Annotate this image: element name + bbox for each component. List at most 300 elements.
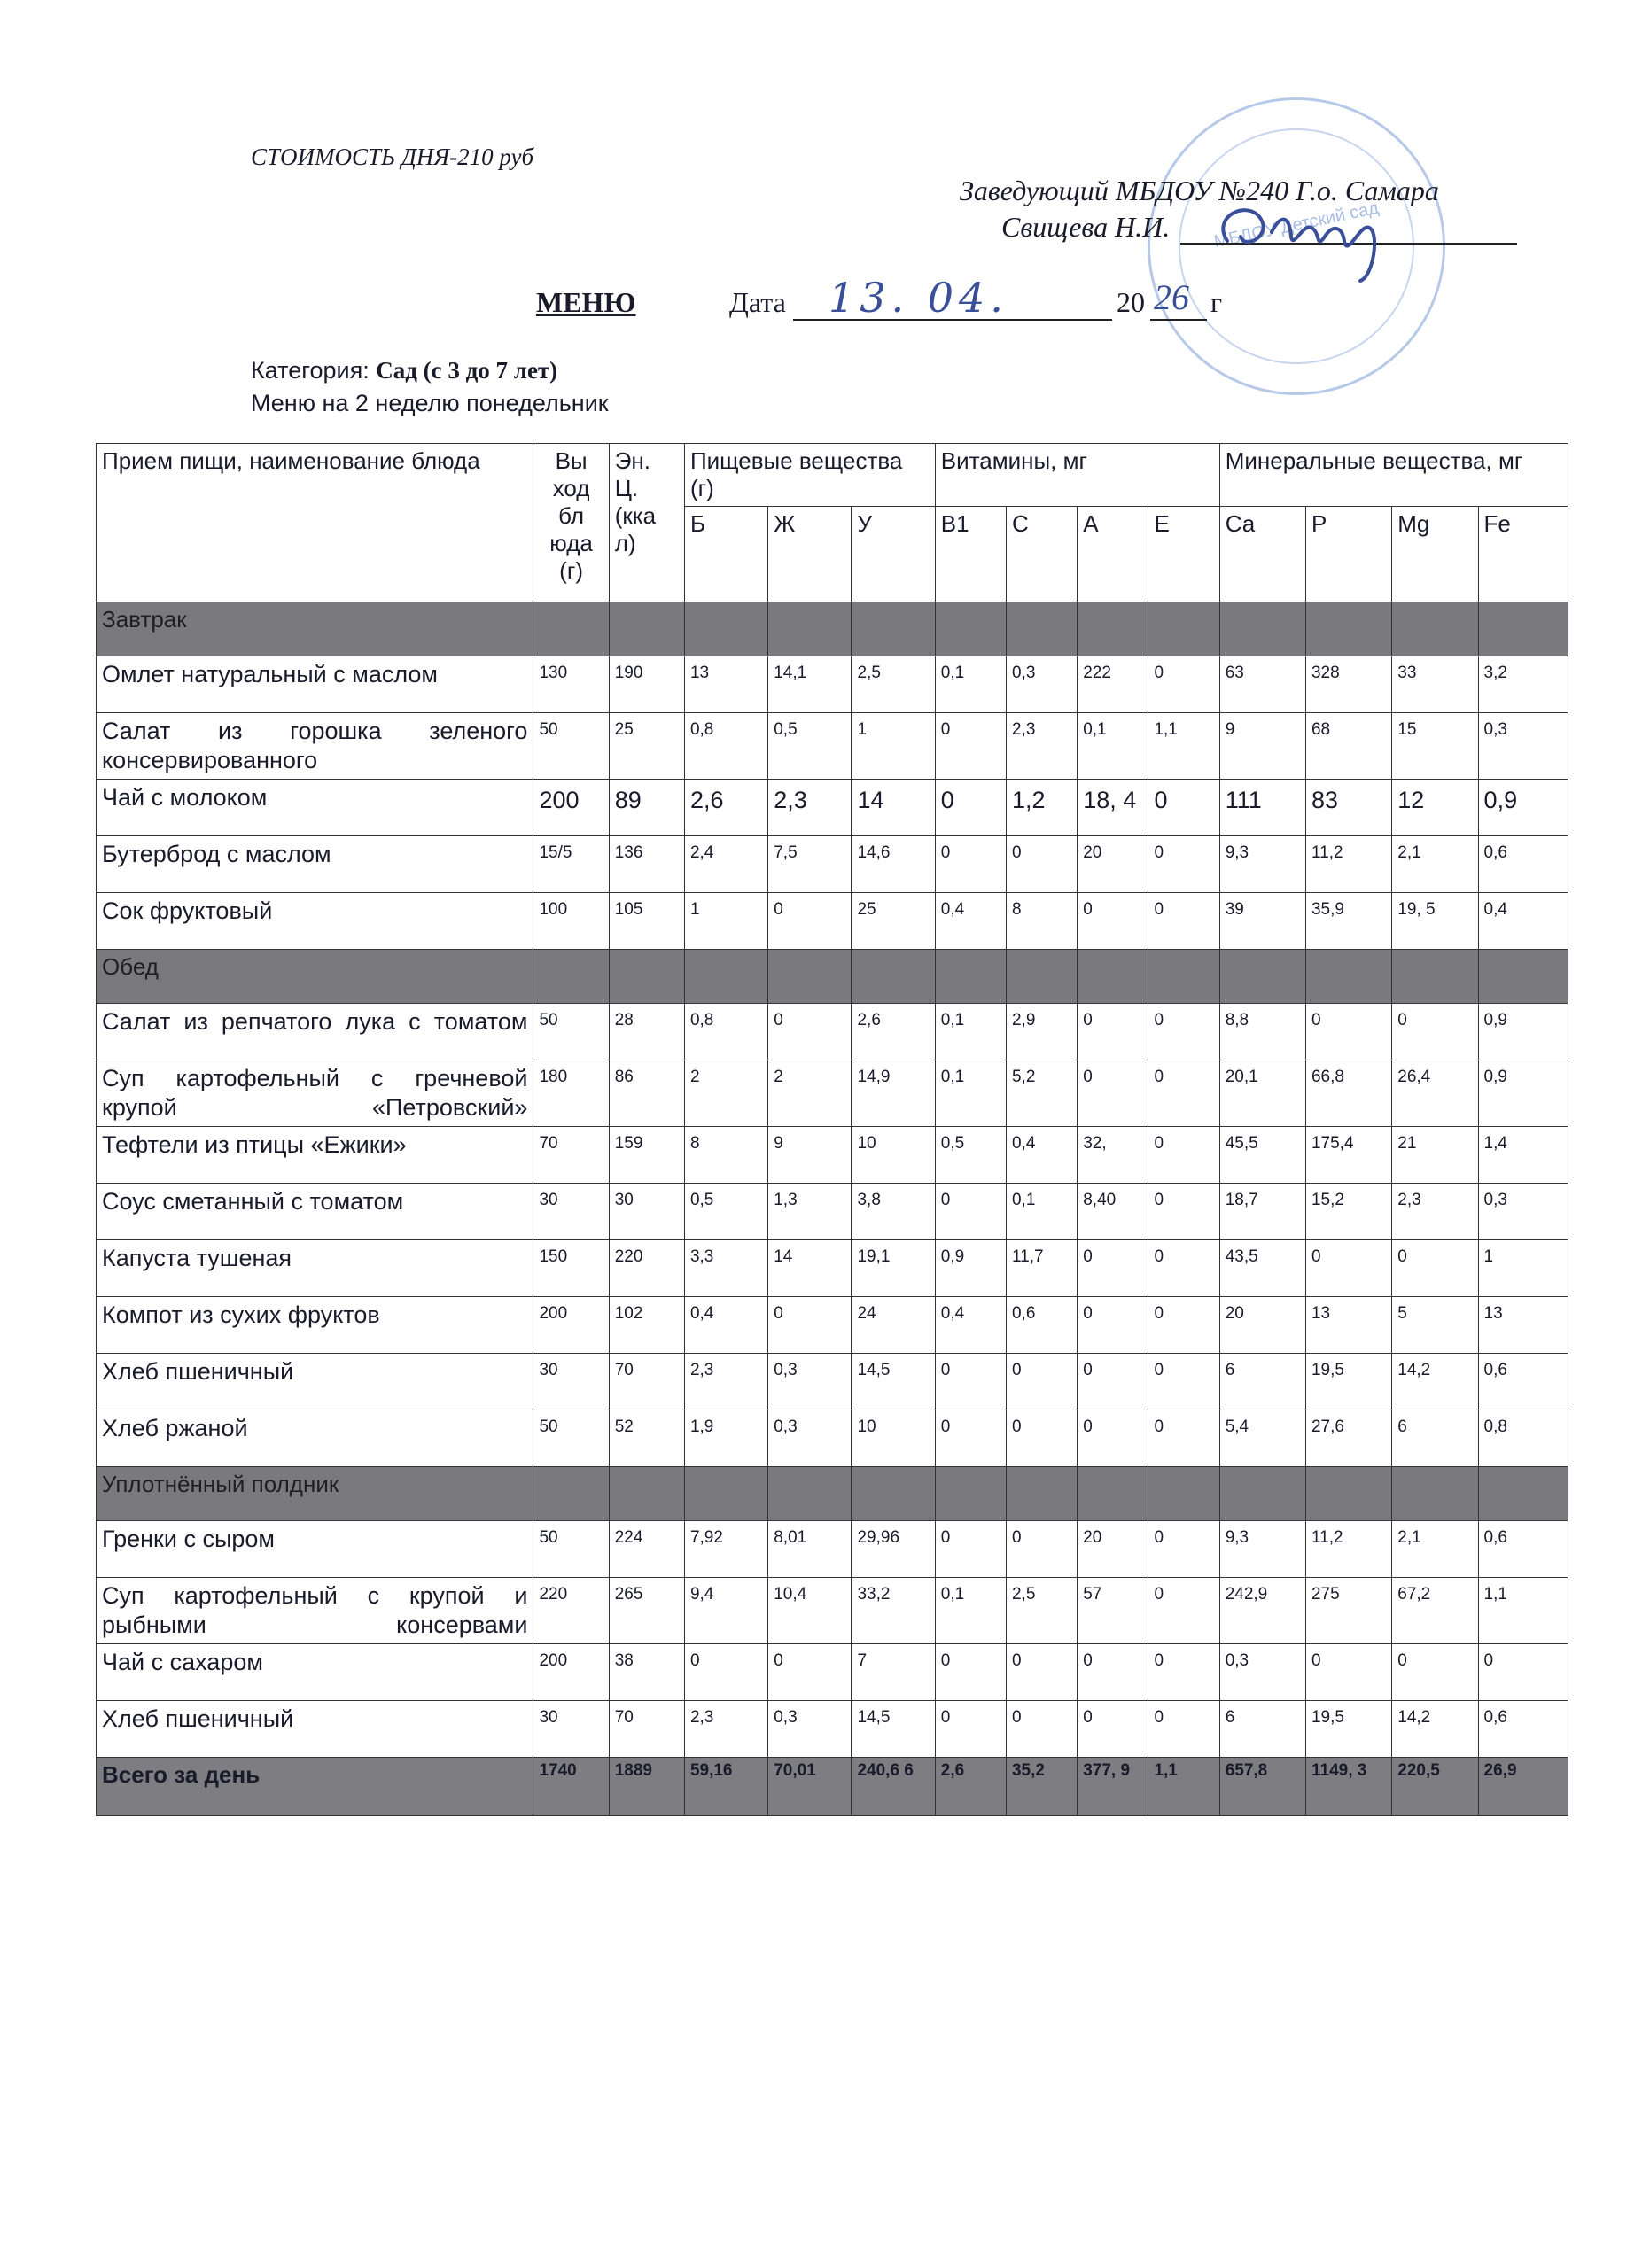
value-cell: 7 xyxy=(852,1644,935,1701)
value-cell: 0 xyxy=(935,1701,1006,1758)
category-label: Категория: xyxy=(251,357,370,384)
value-cell: 0 xyxy=(1148,1410,1219,1467)
value-cell: 0 xyxy=(1478,1644,1568,1701)
value-cell: 7,92 xyxy=(684,1521,767,1578)
section-row xyxy=(97,950,1568,1004)
value-cell: 0,4 xyxy=(935,893,1006,950)
dish-name: Суп картофельный с гречневой крупой «Петровский» xyxy=(97,1060,533,1127)
table-row xyxy=(97,1578,1568,1644)
value-cell: 8,8 xyxy=(1219,1004,1305,1060)
value-cell: 0 xyxy=(935,1644,1006,1701)
value-cell: 50 xyxy=(533,1521,609,1578)
value-cell: 0 xyxy=(1006,1410,1077,1467)
value-cell: 0,9 xyxy=(1478,1060,1568,1127)
signature xyxy=(1192,188,1405,285)
header-nutrients: Пищевые вещества (г) xyxy=(684,444,935,507)
value-cell: 0,1 xyxy=(935,1004,1006,1060)
value-cell: 3,2 xyxy=(1478,656,1568,713)
dish-name: Соус сметанный с томатом xyxy=(97,1184,533,1240)
table-row xyxy=(97,836,1568,893)
value-cell: 38 xyxy=(609,1644,684,1701)
value-cell: 0,6 xyxy=(1006,1297,1077,1354)
table-row xyxy=(97,1060,1568,1127)
value-cell: 1,1 xyxy=(1148,713,1219,780)
table-row xyxy=(97,1354,1568,1410)
value-cell: 0,3 xyxy=(768,1354,852,1410)
value-cell: 19,5 xyxy=(1305,1701,1391,1758)
value-cell: 19,5 xyxy=(1305,1354,1391,1410)
value-cell: 14 xyxy=(852,780,935,836)
value-cell: 190 xyxy=(609,656,684,713)
value-cell: 0 xyxy=(1078,1701,1148,1758)
value-cell: 9,3 xyxy=(1219,836,1305,893)
value-cell: 105 xyxy=(609,893,684,950)
value-cell: 0 xyxy=(768,893,852,950)
value-cell: 13 xyxy=(684,656,767,713)
value-cell: 24 xyxy=(852,1297,935,1354)
value-cell: 0,5 xyxy=(684,1184,767,1240)
value-cell: 0 xyxy=(1078,1354,1148,1410)
value-cell: 2,1 xyxy=(1392,1521,1478,1578)
value-cell: 2,1 xyxy=(1392,836,1478,893)
value-cell: 0 xyxy=(935,713,1006,780)
value-cell: 130 xyxy=(533,656,609,713)
value-cell: 265 xyxy=(609,1578,684,1644)
section-row xyxy=(97,602,1568,656)
value-cell: 14 xyxy=(768,1240,852,1297)
value-cell: 0 xyxy=(935,1354,1006,1410)
value-cell: 66,8 xyxy=(1305,1060,1391,1127)
value-cell: 0 xyxy=(1078,893,1148,950)
value-cell: 14,9 xyxy=(852,1060,935,1127)
official-stamp: МБДОУ Детский сад xyxy=(1148,97,1445,395)
value-cell: 328 xyxy=(1305,656,1391,713)
value-cell: 0 xyxy=(1078,1410,1148,1467)
value-cell: 200 xyxy=(533,1297,609,1354)
value-cell: 10 xyxy=(852,1410,935,1467)
table-row xyxy=(97,1701,1568,1758)
value-cell: 0 xyxy=(684,1644,767,1701)
table-row xyxy=(97,656,1568,713)
value-cell: 11,7 xyxy=(1006,1240,1077,1297)
value-cell: 200 xyxy=(533,780,609,836)
value-cell: 32, xyxy=(1078,1127,1148,1184)
table-row xyxy=(97,713,1568,780)
value-cell: 2,4 xyxy=(684,836,767,893)
value-cell: 0,5 xyxy=(768,713,852,780)
value-cell: 159 xyxy=(609,1127,684,1184)
header-mg: Mg xyxy=(1392,507,1478,602)
total-row xyxy=(97,1758,1568,1816)
total-value-cell: 59,16 xyxy=(684,1758,767,1816)
value-cell: 0 xyxy=(1148,1184,1219,1240)
dish-name: Омлет натуральный с маслом xyxy=(97,656,533,713)
value-cell: 0 xyxy=(1148,1644,1219,1701)
value-cell: 0,3 xyxy=(1219,1644,1305,1701)
value-cell: 8,40 xyxy=(1078,1184,1148,1240)
value-cell: 18,7 xyxy=(1219,1184,1305,1240)
value-cell: 13 xyxy=(1478,1297,1568,1354)
value-cell: 3,8 xyxy=(852,1184,935,1240)
value-cell: 12 xyxy=(1392,780,1478,836)
value-cell: 0 xyxy=(1392,1004,1478,1060)
value-cell: 70 xyxy=(533,1127,609,1184)
header-energy: Эн. Ц. (кка л) xyxy=(609,444,684,602)
value-cell: 0 xyxy=(1148,1240,1219,1297)
dish-name: Чай с молоком xyxy=(97,780,533,836)
head-name: Свищева Н.И. xyxy=(1001,211,1171,243)
value-cell: 0,1 xyxy=(935,1578,1006,1644)
header-u: У xyxy=(852,507,935,602)
value-cell: 0 xyxy=(935,836,1006,893)
value-cell: 19,1 xyxy=(852,1240,935,1297)
value-cell: 8 xyxy=(684,1127,767,1184)
value-cell: 0,6 xyxy=(1478,1701,1568,1758)
value-cell: 1,2 xyxy=(1006,780,1077,836)
value-cell: 14,2 xyxy=(1392,1354,1478,1410)
value-cell: 2,9 xyxy=(1006,1004,1077,1060)
value-cell: 0 xyxy=(1006,1354,1077,1410)
value-cell: 1 xyxy=(852,713,935,780)
value-cell: 2,6 xyxy=(684,780,767,836)
menu-body xyxy=(97,602,1568,1816)
menu-title: МЕНЮ xyxy=(536,286,636,318)
value-cell: 14,2 xyxy=(1392,1701,1478,1758)
value-cell: 0,4 xyxy=(1006,1127,1077,1184)
value-cell: 0 xyxy=(1148,1701,1219,1758)
value-cell: 0 xyxy=(1078,1060,1148,1127)
value-cell: 0 xyxy=(1392,1644,1478,1701)
value-cell: 7,5 xyxy=(768,836,852,893)
value-cell: 20,1 xyxy=(1219,1060,1305,1127)
table-row xyxy=(97,1297,1568,1354)
table-row xyxy=(97,1184,1568,1240)
value-cell: 68 xyxy=(1305,713,1391,780)
value-cell: 43,5 xyxy=(1219,1240,1305,1297)
value-cell: 5,4 xyxy=(1219,1410,1305,1467)
dish-name: Гренки с сыром xyxy=(97,1521,533,1578)
dish-name: Салат из репчатого лука с томатом xyxy=(97,1004,533,1060)
value-cell: 0,8 xyxy=(684,1004,767,1060)
dish-name: Сок фруктовый xyxy=(97,893,533,950)
value-cell: 11,2 xyxy=(1305,1521,1391,1578)
dish-name: Суп картофельный с крупой и рыбными консервами xyxy=(97,1578,533,1644)
value-cell: 6 xyxy=(1392,1410,1478,1467)
day-cost: СТОИМОСТЬ ДНЯ-210 руб xyxy=(251,144,534,170)
dish-name: Чай с сахаром xyxy=(97,1644,533,1701)
handwritten-date: 13. 04. xyxy=(829,274,1008,322)
header-a: А xyxy=(1078,507,1148,602)
total-value-cell: 377, 9 xyxy=(1078,1758,1148,1816)
value-cell: 0 xyxy=(1148,1297,1219,1354)
value-cell: 0,4 xyxy=(935,1297,1006,1354)
header-b1: В1 xyxy=(935,507,1006,602)
value-cell: 0 xyxy=(1078,1004,1148,1060)
total-label: Всего за день xyxy=(97,1758,533,1816)
value-cell: 86 xyxy=(609,1060,684,1127)
header-c: С xyxy=(1006,507,1077,602)
value-cell: 2,3 xyxy=(684,1701,767,1758)
year-prefix: 20 xyxy=(1117,286,1145,318)
value-cell: 0,6 xyxy=(1478,1354,1568,1410)
value-cell: 52 xyxy=(609,1410,684,1467)
value-cell: 0 xyxy=(1305,1644,1391,1701)
value-cell: 111 xyxy=(1219,780,1305,836)
value-cell: 10 xyxy=(852,1127,935,1184)
table-row xyxy=(97,1410,1568,1467)
head-position: Заведующий МБДОУ №240 Г.о. Самара xyxy=(960,175,1439,206)
dish-name: Хлеб пшеничный xyxy=(97,1701,533,1758)
value-cell: 67,2 xyxy=(1392,1578,1478,1644)
total-value-cell: 26,9 xyxy=(1478,1758,1568,1816)
value-cell: 50 xyxy=(533,1410,609,1467)
section-row xyxy=(97,1467,1568,1521)
value-cell: 2,3 xyxy=(1006,713,1077,780)
value-cell: 30 xyxy=(533,1354,609,1410)
value-cell: 0 xyxy=(768,1297,852,1354)
value-cell: 30 xyxy=(533,1184,609,1240)
value-cell: 15/5 xyxy=(533,836,609,893)
value-cell: 222 xyxy=(1078,656,1148,713)
value-cell: 220 xyxy=(533,1578,609,1644)
year-suffix: г xyxy=(1210,286,1223,318)
value-cell: 3,3 xyxy=(684,1240,767,1297)
dish-name: Салат из горошка зеленого консервированного xyxy=(97,713,533,780)
value-cell: 100 xyxy=(533,893,609,950)
total-value-cell: 240,6 6 xyxy=(852,1758,935,1816)
value-cell: 0,3 xyxy=(768,1701,852,1758)
total-value-cell: 1149, 3 xyxy=(1305,1758,1391,1816)
value-cell: 0 xyxy=(1148,1060,1219,1127)
value-cell: 180 xyxy=(533,1060,609,1127)
table-row xyxy=(97,1240,1568,1297)
value-cell: 0 xyxy=(1006,1701,1077,1758)
value-cell: 0 xyxy=(768,1644,852,1701)
header-yield: Вы ход бл юда (г) xyxy=(533,444,609,602)
value-cell: 13 xyxy=(1305,1297,1391,1354)
value-cell: 150 xyxy=(533,1240,609,1297)
value-cell: 200 xyxy=(533,1644,609,1701)
value-cell: 35,9 xyxy=(1305,893,1391,950)
menu-table xyxy=(96,443,1568,1816)
value-cell: 33,2 xyxy=(852,1578,935,1644)
value-cell: 11,2 xyxy=(1305,836,1391,893)
value-cell: 63 xyxy=(1219,656,1305,713)
value-cell: 0,3 xyxy=(1478,1184,1568,1240)
dish-name: Компот из сухих фруктов xyxy=(97,1297,533,1354)
dish-name: Тефтели из птицы «Ежики» xyxy=(97,1127,533,1184)
value-cell: 0,9 xyxy=(1478,1004,1568,1060)
total-value-cell: 1,1 xyxy=(1148,1758,1219,1816)
table-row xyxy=(97,893,1568,950)
value-cell: 0 xyxy=(935,780,1006,836)
header-minerals: Минеральные вещества, мг xyxy=(1219,444,1568,507)
value-cell: 0,5 xyxy=(935,1127,1006,1184)
value-cell: 1 xyxy=(684,893,767,950)
value-cell: 20 xyxy=(1219,1297,1305,1354)
value-cell: 30 xyxy=(609,1184,684,1240)
value-cell: 9,3 xyxy=(1219,1521,1305,1578)
total-value-cell: 1740 xyxy=(533,1758,609,1816)
value-cell: 25 xyxy=(609,713,684,780)
value-cell: 25 xyxy=(852,893,935,950)
total-value-cell: 1889 xyxy=(609,1758,684,1816)
header-p: Р xyxy=(1305,507,1391,602)
value-cell: 8 xyxy=(1006,893,1077,950)
value-cell: 0 xyxy=(1148,780,1219,836)
value-cell: 0,3 xyxy=(768,1410,852,1467)
value-cell: 14,6 xyxy=(852,836,935,893)
value-cell: 0 xyxy=(1006,836,1077,893)
value-cell: 0 xyxy=(1148,893,1219,950)
value-cell: 70 xyxy=(609,1354,684,1410)
value-cell: 15 xyxy=(1392,713,1478,780)
value-cell: 9 xyxy=(768,1127,852,1184)
value-cell: 220 xyxy=(609,1240,684,1297)
value-cell: 1,9 xyxy=(684,1410,767,1467)
value-cell: 0 xyxy=(1006,1644,1077,1701)
value-cell: 102 xyxy=(609,1297,684,1354)
value-cell: 0,1 xyxy=(1006,1184,1077,1240)
total-value-cell: 35,2 xyxy=(1006,1758,1077,1816)
header-b: Б xyxy=(684,507,767,602)
value-cell: 0 xyxy=(1148,836,1219,893)
value-cell: 28 xyxy=(609,1004,684,1060)
value-cell: 0 xyxy=(1148,1127,1219,1184)
value-cell: 2,5 xyxy=(852,656,935,713)
value-cell: 0,1 xyxy=(935,1060,1006,1127)
value-cell: 0 xyxy=(1078,1644,1148,1701)
value-cell: 15,2 xyxy=(1305,1184,1391,1240)
dish-name: Хлеб пшеничный xyxy=(97,1354,533,1410)
value-cell: 83 xyxy=(1305,780,1391,836)
header-dish: Прием пищи, наименование блюда xyxy=(97,444,533,602)
value-cell: 29,96 xyxy=(852,1521,935,1578)
value-cell: 0 xyxy=(935,1410,1006,1467)
category-line xyxy=(251,357,557,384)
header-vitamins: Витамины, мг xyxy=(935,444,1219,507)
value-cell: 0 xyxy=(1305,1004,1391,1060)
value-cell: 224 xyxy=(609,1521,684,1578)
value-cell: 45,5 xyxy=(1219,1127,1305,1184)
value-cell: 9,4 xyxy=(684,1578,767,1644)
total-value-cell: 657,8 xyxy=(1219,1758,1305,1816)
value-cell: 10,4 xyxy=(768,1578,852,1644)
value-cell: 2,5 xyxy=(1006,1578,1077,1644)
value-cell: 0,1 xyxy=(1078,713,1148,780)
value-cell: 0,8 xyxy=(1478,1410,1568,1467)
value-cell: 57 xyxy=(1078,1578,1148,1644)
year-underline xyxy=(1150,319,1207,321)
value-cell: 6 xyxy=(1219,1354,1305,1410)
value-cell: 14,5 xyxy=(852,1354,935,1410)
value-cell: 39 xyxy=(1219,893,1305,950)
value-cell: 2 xyxy=(768,1060,852,1127)
week-note: Меню на 2 неделю понедельник xyxy=(251,390,609,416)
header-fe: Fe xyxy=(1478,507,1568,602)
value-cell: 14,1 xyxy=(768,656,852,713)
dish-name: Капуста тушеная xyxy=(97,1240,533,1297)
value-cell: 242,9 xyxy=(1219,1578,1305,1644)
table-row xyxy=(97,780,1568,836)
header-ca: Са xyxy=(1219,507,1305,602)
table-row xyxy=(97,1644,1568,1701)
date-label: Дата xyxy=(729,286,786,318)
value-cell: 1,4 xyxy=(1478,1127,1568,1184)
value-cell: 89 xyxy=(609,780,684,836)
value-cell: 0,6 xyxy=(1478,1521,1568,1578)
value-cell: 20 xyxy=(1078,836,1148,893)
value-cell: 0 xyxy=(1006,1521,1077,1578)
header-e: Е xyxy=(1148,507,1219,602)
value-cell: 1,1 xyxy=(1478,1578,1568,1644)
handwritten-year: 26 xyxy=(1154,277,1189,317)
value-cell: 136 xyxy=(609,836,684,893)
dish-name: Хлеб ржаной xyxy=(97,1410,533,1467)
value-cell: 2,3 xyxy=(768,780,852,836)
value-cell: 0 xyxy=(1148,1004,1219,1060)
value-cell: 0 xyxy=(1148,656,1219,713)
value-cell: 21 xyxy=(1392,1127,1478,1184)
value-cell: 6 xyxy=(1219,1701,1305,1758)
category-value: Сад (с 3 до 7 лет) xyxy=(376,357,558,384)
value-cell: 1,3 xyxy=(768,1184,852,1240)
value-cell: 14,5 xyxy=(852,1701,935,1758)
value-cell: 19, 5 xyxy=(1392,893,1478,950)
value-cell: 2,3 xyxy=(684,1354,767,1410)
section-title: Завтрак xyxy=(97,602,533,656)
value-cell: 0 xyxy=(1305,1240,1391,1297)
section-title: Уплотнённый полдник xyxy=(97,1467,533,1521)
value-cell: 0 xyxy=(935,1521,1006,1578)
table-row xyxy=(97,1521,1568,1578)
value-cell: 0,9 xyxy=(1478,780,1568,836)
value-cell: 1 xyxy=(1478,1240,1568,1297)
value-cell: 0 xyxy=(935,1184,1006,1240)
value-cell: 20 xyxy=(1078,1521,1148,1578)
value-cell: 2,3 xyxy=(1392,1184,1478,1240)
value-cell: 0 xyxy=(1148,1354,1219,1410)
total-value-cell: 220,5 xyxy=(1392,1758,1478,1816)
value-cell: 275 xyxy=(1305,1578,1391,1644)
value-cell: 0,3 xyxy=(1006,656,1077,713)
total-value-cell: 2,6 xyxy=(935,1758,1006,1816)
table-row xyxy=(97,1127,1568,1184)
value-cell: 0,8 xyxy=(684,713,767,780)
value-cell: 50 xyxy=(533,1004,609,1060)
value-cell: 27,6 xyxy=(1305,1410,1391,1467)
value-cell: 0 xyxy=(1148,1521,1219,1578)
value-cell: 70 xyxy=(609,1701,684,1758)
value-cell: 9 xyxy=(1219,713,1305,780)
value-cell: 30 xyxy=(533,1701,609,1758)
value-cell: 0,9 xyxy=(935,1240,1006,1297)
table-row xyxy=(97,1004,1568,1060)
value-cell: 0,3 xyxy=(1478,713,1568,780)
value-cell: 0 xyxy=(1392,1240,1478,1297)
value-cell: 26,4 xyxy=(1392,1060,1478,1127)
dish-name: Бутерброд с маслом xyxy=(97,836,533,893)
value-cell: 0 xyxy=(1078,1297,1148,1354)
total-value-cell: 70,01 xyxy=(768,1758,852,1816)
value-cell: 0,1 xyxy=(935,656,1006,713)
value-cell: 8,01 xyxy=(768,1521,852,1578)
value-cell: 0 xyxy=(1148,1578,1219,1644)
value-cell: 18, 4 xyxy=(1078,780,1148,836)
section-title: Обед xyxy=(97,950,533,1004)
value-cell: 2 xyxy=(684,1060,767,1127)
value-cell: 175,4 xyxy=(1305,1127,1391,1184)
